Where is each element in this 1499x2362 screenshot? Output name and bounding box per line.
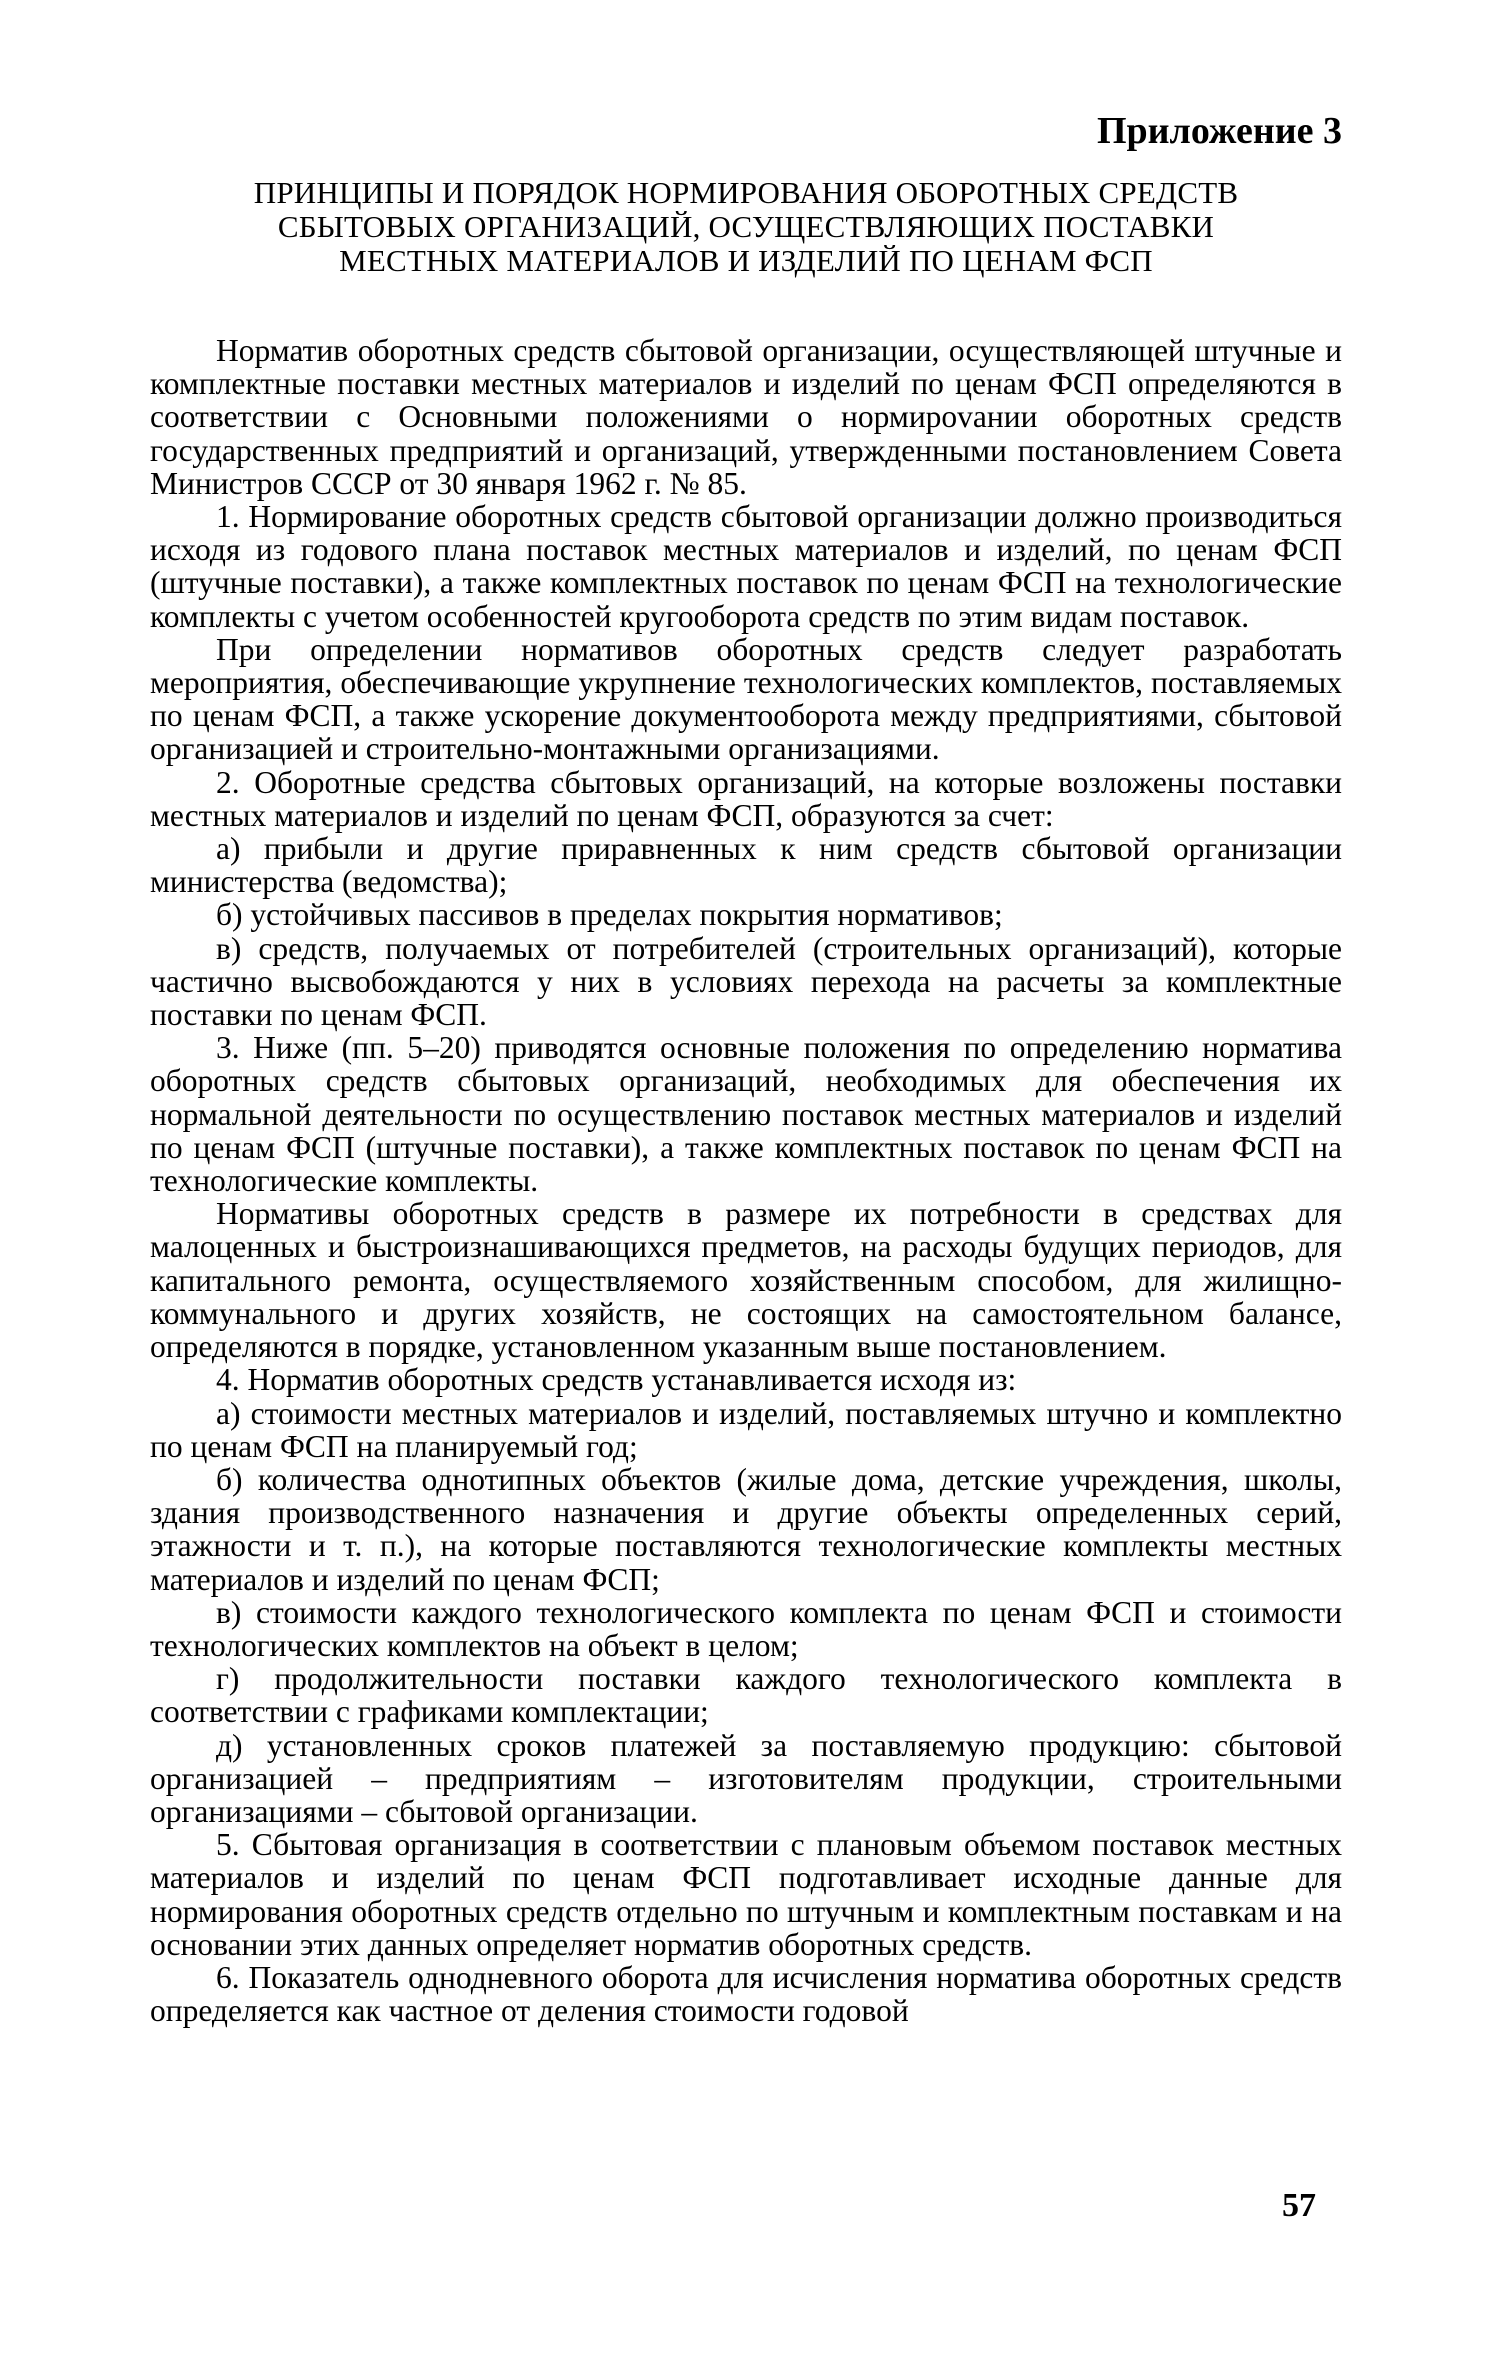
document-body xyxy=(150,334,1342,2027)
paragraph: б) количества однотипных объектов (жилые дома, детские учреждения, школы, здания производственного назначения и другие объекты определенных серий, этажности и т. п.), на которые поставляются технологические комплекты местных материалов и изделий по ценам ФСП; xyxy=(150,1461,1342,1597)
title-line: ПРИНЦИПЫ И ПОРЯДОК НОРМИРОВАНИЯ ОБОРОТНЫХ СРЕДСТВ xyxy=(253,175,1239,210)
paragraph: в) стоимости каждого технологического комплекта по ценам ФСП и стоимости технологических комплектов на объект в целом; xyxy=(150,1594,1342,1663)
paragraph: в) средств, получаемых от потребителей (строительных организаций), которые частично высвобождаются у них в условиях перехода на расчеты за комплектные поставки по ценам ФСП. xyxy=(150,930,1342,1033)
paragraph: 1. Нормирование оборотных средств сбытовой организации должно производиться исходя из годового плана поставок местных материалов и изделий, по ценам ФСП (штучные поставки), а также комплектных поставок по ценам ФСП на технологические комплекты с учетом особенностей кругооборота средств по этим видам поставок. xyxy=(150,499,1342,634)
paragraph: б) устойчивых пассивов в пределах покрытия нормативов; xyxy=(216,897,1003,933)
paragraph: а) стоимости местных материалов и изделий, поставляемых штучно и комплектно по ценам ФСП на планируемый год; xyxy=(150,1395,1342,1464)
paragraph: При определении нормативов оборотных средств следует разработать мероприятия, обеспечивающие укрупнение технологических комплектов, поставляемых по ценам ФСП, а также ускорение документооборота между предприятиями, сбытовой организацией и строительно-монтажными организациями. xyxy=(150,631,1342,767)
paragraph: д) установленных сроков платежей за поставляемую продукцию: сбытовой организацией – предприятиям – изготовителям продукции, строительными организациями – сбытовой организации. xyxy=(150,1727,1342,1829)
page-number: 57 xyxy=(1282,2187,1316,2224)
paragraph: 2. Оборотные средства сбытовых организаций, на которые возложены поставки местных материалов и изделий по ценам ФСП, образуются за счет: xyxy=(150,764,1342,833)
paragraph: Норматив оборотных средств сбытовой организации, осуществляющей штучные и комплектные поставки местных материалов и изделий по ценам ФСП определяются в соответствии с Основными положениями о нормироvании оборотных средств государственных предприятий и организаций, утвержденными постановлением Совета Министров СССР от 30 января 1962 г. № 85. xyxy=(150,333,1342,501)
paragraph: 4. Норматив оборотных средств устанавливается исходя из: xyxy=(216,1362,1017,1398)
paragraph: Нормативы оборотных средств в размере их потребности в средствах для малоценных и быстроизнашивающихся предметов, на расходы будущих периодов, для капитального ремонта, осуществляемого хозяйственным способом, для жилищно-коммунального и других хозяйств, не состоящих на самостоятельном балансе, определяются в порядке, установленном указанным выше постановлением. xyxy=(150,1196,1342,1365)
paragraph: г) продолжительности поставки каждого технологического комплекта в соответствии с графиками комплектации; xyxy=(150,1661,1342,1730)
appendix-label: Приложение 3 xyxy=(1096,110,1342,152)
paragraph: 6. Показатель однодневного оборота для исчисления норматива оборотных средств определяется как частное от деления стоимости годовой xyxy=(150,1959,1342,2029)
title-line: МЕСТНЫХ МАТЕРИАЛОВ И ИЗДЕЛИЙ ПО ЦЕНАМ ФСП xyxy=(339,243,1153,278)
paragraph: 5. Сбытовая организация в соответствии с плановым объемом поставок местных материалов и изделий по ценам ФСП подготавливает исходные данные для нормирования оборотных средств отдельно по штучным и комплектным поставкам и на основании этих данных определяет норматив оборотных средств. xyxy=(150,1827,1342,1962)
paragraph: а) прибыли и другие приравненных к ним средств сбытовой организации министерства (ведомства); xyxy=(150,831,1342,900)
document-page xyxy=(150,108,1342,2027)
document-title xyxy=(150,176,1342,278)
paragraph: 3. Ниже (пп. 5–20) приводятся основные положения по определению норматива оборотных средств сбытовых организаций, необходимых для обеспечения их нормальной деятельности по осуществлению поставок местных материалов и изделий по ценам ФСП (штучные поставки), а также комплектных поставок по ценам ФСП на технологические комплекты. xyxy=(150,1030,1342,1199)
title-line: СБЫТОВЫХ ОРГАНИЗАЦИЙ, ОСУЩЕСТВЛЯЮЩИХ ПОСТАВКИ xyxy=(277,209,1215,244)
